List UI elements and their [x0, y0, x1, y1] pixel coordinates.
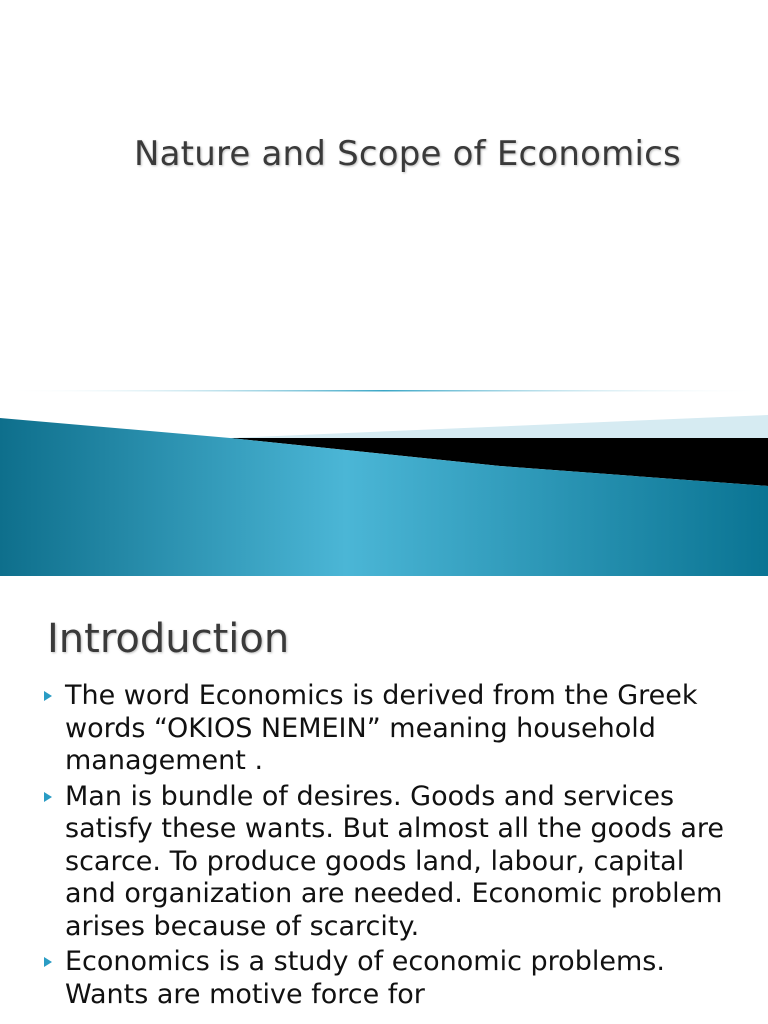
content-slide: [0, 576, 768, 1024]
list-item: [42, 680, 742, 778]
slide-heading: Introduction: [47, 616, 290, 662]
triangle-bullet-icon: [44, 691, 52, 701]
triangle-bullet-icon: [44, 957, 52, 967]
list-item: [42, 946, 742, 1011]
bullet-list: [42, 680, 742, 1014]
thin-accent-line: [0, 390, 768, 392]
bullet-text: The word Economics is derived from the Greek words “OKIOS NEMEIN” meaning household management .: [65, 680, 698, 776]
slide-title: Nature and Scope of Economics: [134, 134, 681, 174]
light-blue-band: [230, 415, 768, 440]
bullet-text: Economics is a study of economic problems. Wants are motive force for: [65, 946, 665, 1010]
decorative-wave-banner: [0, 380, 768, 576]
bullet-text: Man is bundle of desires. Goods and services satisfy these wants. But almost all the goods are scarce. To produce goods land, labour, capital and organization are needed. Economic problem arises because of scarcity.: [65, 780, 725, 942]
list-item: [42, 781, 742, 944]
triangle-bullet-icon: [44, 792, 52, 802]
